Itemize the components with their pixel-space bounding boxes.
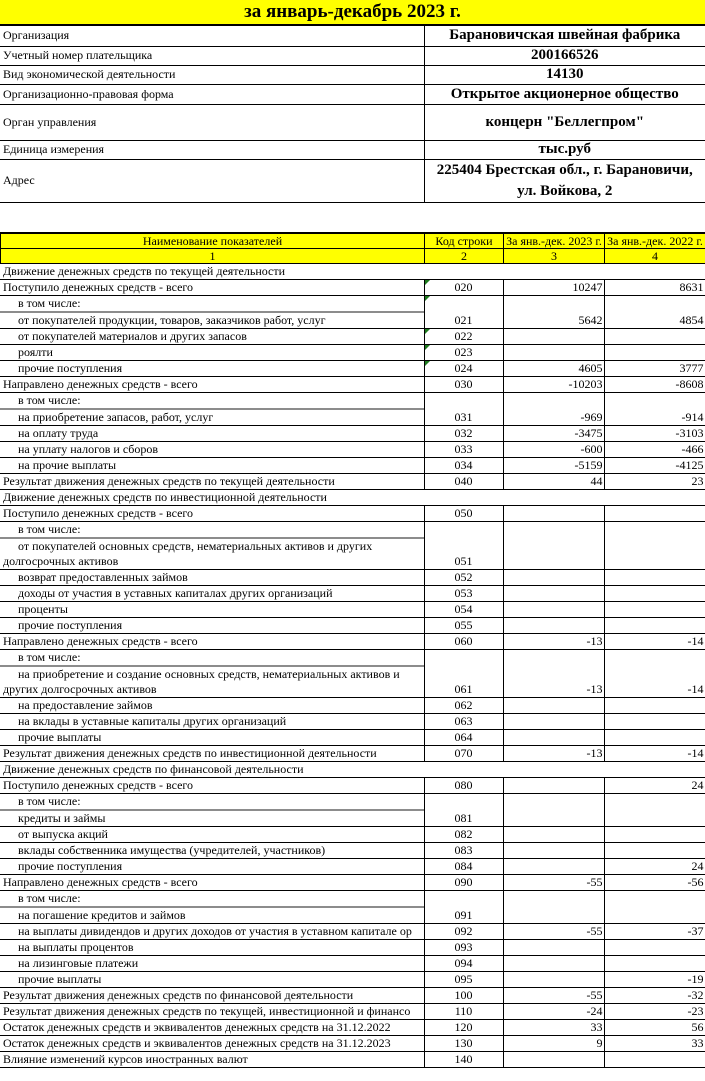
indicator-name[interactable]: Результат движения денежных средств по текущей, инвестиционной и финансо — [0, 1003, 424, 1019]
indicator-name[interactable]: доходы от участия в уставных капиталах других организаций — [0, 585, 424, 601]
info-value-activity-code[interactable]: 14130 — [424, 65, 705, 84]
info-label[interactable]: Единица измерения — [0, 140, 424, 159]
value-2022[interactable] — [604, 328, 705, 344]
indicator-name[interactable]: прочие выплаты — [0, 971, 424, 987]
value-2023[interactable]: -3475 — [503, 425, 604, 441]
line-code[interactable]: 083 — [424, 842, 503, 858]
value-2023[interactable] — [503, 505, 604, 521]
address-line-1: 225404 Брестская обл., г. Барановичи, — [436, 161, 693, 178]
line-code[interactable]: 140 — [424, 1051, 503, 1067]
indicator-name[interactable]: прочие выплаты — [0, 729, 424, 745]
indicator-name-line: других долгосрочных активов — [3, 681, 157, 696]
info-row — [0, 84, 705, 104]
line-code[interactable]: 033 — [424, 441, 503, 457]
subheading-in-that-number: в том числе: — [0, 650, 424, 667]
value-2023[interactable]: -55 — [503, 987, 604, 1003]
info-label[interactable]: Организационно-правовая форма — [0, 84, 424, 104]
table-row — [0, 890, 705, 923]
line-code[interactable]: 064 — [424, 729, 503, 745]
indicator-name[interactable]: проценты — [0, 601, 424, 617]
indicator-name-line: на приобретение и создание основных средств, нематериальных активов и — [18, 666, 400, 681]
line-code[interactable] — [424, 761, 503, 777]
line-code[interactable] — [424, 489, 503, 505]
info-row — [0, 159, 705, 202]
line-code[interactable]: 090 — [424, 874, 503, 890]
value-2022[interactable]: 24 — [604, 858, 705, 874]
value-2022[interactable]: -3103 — [604, 425, 705, 441]
column-header-table — [0, 233, 705, 264]
table-row — [0, 601, 705, 617]
info-value-governing-body[interactable]: концерн "Беллегпром" — [424, 104, 705, 140]
indicator-name[interactable]: на прочие выплаты — [0, 457, 424, 473]
table-row — [0, 376, 705, 392]
indicator-name-line: кредиты и займы — [18, 810, 106, 825]
value-2022[interactable] — [604, 489, 705, 505]
table-row — [0, 874, 705, 890]
subheading-in-that-number: в том числе: — [0, 891, 424, 908]
value-2023[interactable] — [503, 585, 604, 601]
info-value-unit[interactable]: тыс.руб — [424, 140, 705, 159]
indicator-name[interactable]: Направлено денежных средств - всего — [0, 874, 424, 890]
info-row — [0, 65, 705, 84]
value-2023[interactable] — [503, 826, 604, 842]
value-2022[interactable]: -8608 — [604, 376, 705, 392]
info-value-legal-form[interactable]: Открытое акционерное общество — [424, 84, 705, 104]
value-2023[interactable]: 44 — [503, 473, 604, 489]
subheading-in-that-number: в том числе: — [0, 794, 424, 811]
table-row — [0, 987, 705, 1003]
indicator-name[interactable]: Остаток денежных средств и эквивалентов денежных средств на 31.12.2022 — [0, 1019, 424, 1035]
value-2022[interactable]: -32 — [604, 987, 705, 1003]
indicator-name[interactable]: прочие поступления — [0, 617, 424, 633]
table-row — [0, 649, 705, 697]
indicator-name-line: на погашение кредитов и займов — [18, 907, 186, 922]
indicator-name[interactable]: роялти — [0, 344, 424, 360]
indicator-name[interactable]: на оплату труда — [0, 425, 424, 441]
header-indicator-name[interactable]: Наименование показателей — [1, 233, 425, 248]
indicator-name[interactable]: Поступило денежных средств - всего — [0, 505, 424, 521]
value-2022[interactable]: 24 — [604, 777, 705, 793]
info-value-payer-number[interactable]: 200166526 — [424, 46, 705, 65]
value-2023[interactable]: -10203 — [503, 376, 604, 392]
table-row — [0, 457, 705, 473]
line-code[interactable]: 120 — [424, 1019, 503, 1035]
value-2023[interactable] — [503, 713, 604, 729]
table-row — [0, 1003, 705, 1019]
section-header-row — [0, 264, 705, 280]
line-code[interactable]: 061 — [424, 649, 503, 697]
table-row — [0, 923, 705, 939]
line-code[interactable]: 052 — [424, 569, 503, 585]
value-2023[interactable]: -55 — [503, 923, 604, 939]
line-code[interactable]: 024 — [424, 360, 503, 376]
table-row — [0, 826, 705, 842]
line-code[interactable]: 032 — [424, 425, 503, 441]
value-2022[interactable] — [604, 585, 705, 601]
line-code[interactable]: 031 — [424, 392, 503, 425]
table-row — [0, 441, 705, 457]
line-code[interactable]: 060 — [424, 633, 503, 649]
value-2023[interactable] — [503, 489, 604, 505]
header-num-4[interactable]: 4 — [605, 248, 705, 263]
subheading-in-that-number: в том числе: — [0, 522, 424, 539]
value-2022[interactable] — [604, 713, 705, 729]
cash-flow-table — [0, 264, 705, 1068]
value-2022[interactable]: 8631 — [604, 279, 705, 295]
indicator-name[interactable]: на выплаты процентов — [0, 939, 424, 955]
value-2023[interactable]: -600 — [503, 441, 604, 457]
table-row — [0, 505, 705, 521]
value-2022[interactable] — [604, 569, 705, 585]
indicator-name[interactable]: Движение денежных средств по финансовой деятельности — [0, 761, 424, 777]
value-2022[interactable]: 4854 — [604, 295, 705, 328]
indicator-name[interactable]: на лизинговые платежи — [0, 955, 424, 971]
value-2023[interactable] — [503, 1051, 604, 1067]
value-2023[interactable]: -13 — [503, 745, 604, 761]
value-2023[interactable] — [503, 521, 604, 569]
value-2023[interactable] — [503, 890, 604, 923]
table-row — [0, 473, 705, 489]
value-2023[interactable] — [503, 939, 604, 955]
section-header-row — [0, 489, 705, 505]
line-code[interactable]: 080 — [424, 777, 503, 793]
line-code[interactable]: 020 — [424, 279, 503, 295]
header-num-1[interactable]: 1 — [1, 248, 425, 263]
indicator-name[interactable] — [0, 295, 424, 328]
indicator-name[interactable]: Влияние изменений курсов иностранных валют — [0, 1051, 424, 1067]
subheading-in-that-number: в том числе: — [0, 296, 424, 313]
info-row — [0, 26, 705, 46]
table-row — [0, 939, 705, 955]
value-2023[interactable] — [503, 971, 604, 987]
value-2022[interactable]: -37 — [604, 923, 705, 939]
value-2022[interactable] — [604, 617, 705, 633]
indicator-name[interactable]: Результат движения денежных средств по текущей деятельности — [0, 473, 424, 489]
table-row — [0, 344, 705, 360]
indicator-name[interactable]: Поступило денежных средств - всего — [0, 279, 424, 295]
table-row — [0, 1019, 705, 1035]
value-2022[interactable]: -14 — [604, 633, 705, 649]
indicator-name[interactable]: Направлено денежных средств - всего — [0, 376, 424, 392]
indicator-name[interactable] — [0, 521, 424, 569]
table-row — [0, 617, 705, 633]
info-label[interactable]: Адрес — [0, 159, 424, 202]
table-row — [0, 793, 705, 826]
value-2023[interactable]: -55 — [503, 874, 604, 890]
value-2022[interactable] — [604, 729, 705, 745]
indicator-name[interactable]: на выплаты дивидендов и других доходов от участия в уставном капитале ор — [0, 923, 424, 939]
value-2022[interactable] — [604, 697, 705, 713]
info-label[interactable]: Орган управления — [0, 104, 424, 140]
line-code[interactable]: 053 — [424, 585, 503, 601]
table-row — [0, 858, 705, 874]
line-code[interactable]: 110 — [424, 1003, 503, 1019]
value-2022[interactable] — [604, 761, 705, 777]
table-row — [0, 777, 705, 793]
indicator-name[interactable]: Движение денежных средств по текущей деятельности — [0, 264, 424, 280]
line-code[interactable] — [424, 264, 503, 280]
line-code[interactable]: 030 — [424, 376, 503, 392]
indicator-name[interactable] — [0, 890, 424, 923]
table-row — [0, 569, 705, 585]
value-2023[interactable] — [503, 793, 604, 826]
header-num-3[interactable]: 3 — [504, 248, 605, 263]
line-code[interactable]: 054 — [424, 601, 503, 617]
table-row — [0, 295, 705, 328]
indicator-name[interactable]: на предоставление займов — [0, 697, 424, 713]
value-2022[interactable]: -4125 — [604, 457, 705, 473]
value-2023[interactable]: -24 — [503, 1003, 604, 1019]
indicator-name[interactable]: на вклады в уставные капиталы других организаций — [0, 713, 424, 729]
value-2022[interactable]: 23 — [604, 473, 705, 489]
value-2022[interactable]: -14 — [604, 745, 705, 761]
indicator-name[interactable]: прочие поступления — [0, 360, 424, 376]
indicator-name[interactable]: на уплату налогов и сборов — [0, 441, 424, 457]
table-row — [0, 745, 705, 761]
value-2022[interactable] — [604, 793, 705, 826]
line-code[interactable]: 081 — [424, 793, 503, 826]
value-2023[interactable] — [503, 601, 604, 617]
value-2023[interactable] — [503, 617, 604, 633]
line-code[interactable]: 050 — [424, 505, 503, 521]
indicator-name[interactable]: Результат движения денежных средств по инвестиционной деятельности — [0, 745, 424, 761]
value-2023[interactable] — [503, 328, 604, 344]
value-2022[interactable]: 56 — [604, 1019, 705, 1035]
value-2022[interactable] — [604, 601, 705, 617]
value-2023[interactable]: -13 — [503, 649, 604, 697]
value-2022[interactable] — [604, 344, 705, 360]
table-row — [0, 521, 705, 569]
line-code[interactable]: 055 — [424, 617, 503, 633]
spacer-row — [0, 203, 705, 233]
table-row — [0, 360, 705, 376]
header-number-row — [1, 248, 705, 263]
line-code[interactable]: 082 — [424, 826, 503, 842]
line-code[interactable]: 021 — [424, 295, 503, 328]
value-2022[interactable] — [604, 826, 705, 842]
indicator-name-line: долгосрочных активов — [3, 553, 119, 568]
info-label[interactable]: Организация — [0, 26, 424, 46]
value-2022[interactable]: 3777 — [604, 360, 705, 376]
table-row — [0, 842, 705, 858]
value-2023[interactable]: -5159 — [503, 457, 604, 473]
line-code[interactable]: 094 — [424, 955, 503, 971]
info-value-organization[interactable]: Барановичская швейная фабрика — [424, 26, 705, 46]
line-code[interactable]: 023 — [424, 344, 503, 360]
line-code[interactable]: 070 — [424, 745, 503, 761]
indicator-name[interactable]: прочие поступления — [0, 858, 424, 874]
header-line-code[interactable]: Код строки — [425, 233, 504, 248]
value-2023[interactable] — [503, 858, 604, 874]
value-2023[interactable] — [503, 842, 604, 858]
value-2023[interactable] — [503, 697, 604, 713]
line-code[interactable]: 040 — [424, 473, 503, 489]
value-2023[interactable] — [503, 955, 604, 971]
value-2022[interactable] — [604, 890, 705, 923]
indicator-name[interactable]: Поступило денежных средств - всего — [0, 777, 424, 793]
line-code[interactable]: 130 — [424, 1035, 503, 1051]
value-2022[interactable]: 33 — [604, 1035, 705, 1051]
line-code[interactable]: 034 — [424, 457, 503, 473]
indicator-name-line: от покупателей продукции, товаров, заказчиков работ, услуг — [18, 312, 326, 327]
info-value-address[interactable] — [424, 159, 705, 202]
line-code[interactable]: 092 — [424, 923, 503, 939]
table-row — [0, 955, 705, 971]
organization-info-table — [0, 26, 705, 203]
line-code[interactable]: 062 — [424, 697, 503, 713]
value-2023[interactable]: 10247 — [503, 279, 604, 295]
line-code[interactable]: 095 — [424, 971, 503, 987]
value-2022[interactable] — [604, 521, 705, 569]
value-2023[interactable] — [503, 761, 604, 777]
indicator-name[interactable]: Результат движения денежных средств по финансовой деятельности — [0, 987, 424, 1003]
value-2022[interactable] — [604, 1051, 705, 1067]
address-line-2: ул. Войкова, 2 — [517, 182, 613, 199]
line-code[interactable]: 091 — [424, 890, 503, 923]
value-2023[interactable] — [503, 777, 604, 793]
table-row — [0, 1035, 705, 1051]
value-2022[interactable] — [604, 842, 705, 858]
value-2023[interactable] — [503, 264, 604, 280]
table-row — [0, 585, 705, 601]
value-2023[interactable]: -969 — [503, 392, 604, 425]
indicator-name[interactable]: возврат предоставленных займов — [0, 569, 424, 585]
header-row — [1, 233, 705, 248]
indicator-name-line: на приобретение запасов, работ, услуг — [18, 409, 214, 424]
indicator-name[interactable]: вклады собственника имущества (учредителей, участников) — [0, 842, 424, 858]
indicator-name[interactable] — [0, 649, 424, 697]
header-2022[interactable]: За янв.-дек. 2022 г. — [605, 233, 705, 248]
table-row — [0, 279, 705, 295]
info-row — [0, 140, 705, 159]
line-code[interactable]: 100 — [424, 987, 503, 1003]
indicator-name[interactable] — [0, 793, 424, 826]
value-2023[interactable] — [503, 729, 604, 745]
table-row — [0, 971, 705, 987]
indicator-name[interactable]: Движение денежных средств по инвестиционной деятельности — [0, 489, 424, 505]
value-2022[interactable] — [604, 939, 705, 955]
indicator-name[interactable]: от выпуска акций — [0, 826, 424, 842]
value-2023[interactable]: 33 — [503, 1019, 604, 1035]
value-2022[interactable]: -14 — [604, 649, 705, 697]
line-code[interactable]: 093 — [424, 939, 503, 955]
report-period-title[interactable]: за январь-декабрь 2023 г. — [0, 0, 705, 26]
line-code[interactable]: 051 — [424, 521, 503, 569]
value-2022[interactable] — [604, 955, 705, 971]
info-label[interactable]: Учетный номер плательщика — [0, 46, 424, 65]
table-row — [0, 1051, 705, 1067]
value-2022[interactable]: -56 — [604, 874, 705, 890]
subheading-in-that-number: в том числе: — [0, 393, 424, 410]
value-2022[interactable]: -466 — [604, 441, 705, 457]
value-2023[interactable] — [503, 344, 604, 360]
indicator-name[interactable] — [0, 392, 424, 425]
indicator-name[interactable]: Остаток денежных средств и эквивалентов денежных средств на 31.12.2023 — [0, 1035, 424, 1051]
value-2023[interactable]: -13 — [503, 633, 604, 649]
table-row — [0, 392, 705, 425]
value-2022[interactable]: -914 — [604, 392, 705, 425]
value-2023[interactable]: 4605 — [503, 360, 604, 376]
value-2022[interactable] — [604, 505, 705, 521]
header-num-2[interactable]: 2 — [425, 248, 504, 263]
line-code[interactable]: 022 — [424, 328, 503, 344]
value-2022[interactable] — [604, 264, 705, 280]
value-2022[interactable]: -19 — [604, 971, 705, 987]
indicator-name[interactable]: от покупателей материалов и других запасов — [0, 328, 424, 344]
value-2022[interactable]: -23 — [604, 1003, 705, 1019]
table-row — [0, 425, 705, 441]
header-2023[interactable]: За янв.-дек. 2023 г. — [504, 233, 605, 248]
table-row — [0, 713, 705, 729]
info-row — [0, 46, 705, 65]
empty-cell — [0, 203, 705, 233]
info-label[interactable]: Вид экономической деятельности — [0, 65, 424, 84]
table-row — [0, 633, 705, 649]
info-row — [0, 104, 705, 140]
line-code[interactable]: 063 — [424, 713, 503, 729]
value-2023[interactable]: 9 — [503, 1035, 604, 1051]
indicator-name-line: от покупателей основных средств, нематериальных активов и других — [18, 538, 373, 553]
section-header-row — [0, 761, 705, 777]
table-row — [0, 697, 705, 713]
indicator-name[interactable]: Направлено денежных средств - всего — [0, 633, 424, 649]
table-row — [0, 729, 705, 745]
table-row — [0, 328, 705, 344]
value-2023[interactable] — [503, 569, 604, 585]
value-2023[interactable]: 5642 — [503, 295, 604, 328]
line-code[interactable]: 084 — [424, 858, 503, 874]
